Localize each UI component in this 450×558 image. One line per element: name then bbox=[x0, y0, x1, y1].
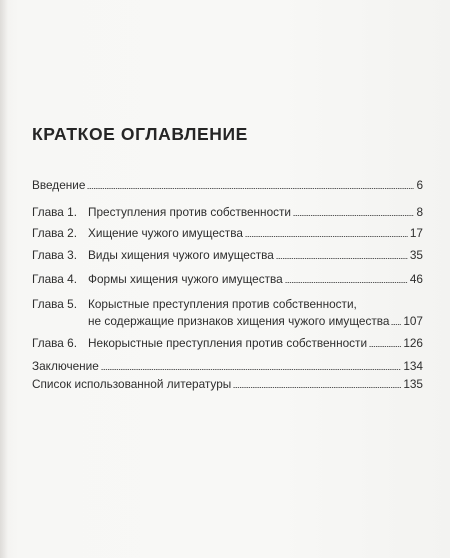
toc-entry-page: 6 bbox=[416, 178, 423, 192]
dot-leader bbox=[87, 188, 414, 189]
toc-entry-title: не содержащие признаков хищения чужого имущества bbox=[88, 314, 390, 328]
toc-entry-page: 107 bbox=[403, 314, 423, 328]
toc-entry-title: Введение bbox=[32, 178, 86, 192]
toc-entry-title-line-1: Корыстные преступления против собственности, bbox=[88, 297, 357, 311]
page-title: КРАТКОЕ ОГЛАВЛЕНИЕ bbox=[32, 124, 248, 144]
dot-leader bbox=[391, 324, 401, 325]
toc-entry-title: Список использованной литературы bbox=[32, 377, 232, 391]
toc-entry-page: 126 bbox=[403, 336, 423, 350]
toc-entry-title: Заключение bbox=[32, 359, 99, 373]
toc-entry-title: Преступления против собственности bbox=[88, 205, 292, 219]
chapter-label: Глава 6. bbox=[32, 336, 77, 350]
page-gutter-shadow bbox=[0, 0, 8, 558]
chapter-label: Глава 3. bbox=[32, 248, 77, 262]
dot-leader bbox=[293, 215, 414, 216]
toc-entry-title: Виды хищения чужого имущества bbox=[88, 248, 274, 262]
toc-entry-title: Формы хищения чужого имущества bbox=[88, 272, 283, 286]
toc-entry-title: Хищение чужого имущества bbox=[88, 226, 243, 240]
toc-entry-page: 8 bbox=[416, 205, 423, 219]
toc-entry-page: 46 bbox=[409, 272, 423, 286]
toc-entry-page: 17 bbox=[409, 226, 423, 240]
toc-entry-page: 35 bbox=[409, 248, 423, 262]
dot-leader bbox=[101, 369, 401, 370]
toc-entry-page: 135 bbox=[403, 377, 423, 391]
chapter-label: Глава 1. bbox=[32, 205, 77, 219]
dot-leader bbox=[245, 236, 408, 237]
dot-leader bbox=[285, 282, 408, 283]
dot-leader bbox=[276, 258, 408, 259]
chapter-label: Глава 5. bbox=[32, 297, 77, 311]
chapter-label: Глава 4. bbox=[32, 272, 77, 286]
toc-entry-title: Некорыстные преступления против собственности bbox=[88, 336, 368, 350]
chapter-label: Глава 2. bbox=[32, 226, 77, 240]
dot-leader bbox=[369, 346, 401, 347]
dot-leader bbox=[233, 387, 401, 388]
toc-entry-page: 134 bbox=[403, 359, 423, 373]
